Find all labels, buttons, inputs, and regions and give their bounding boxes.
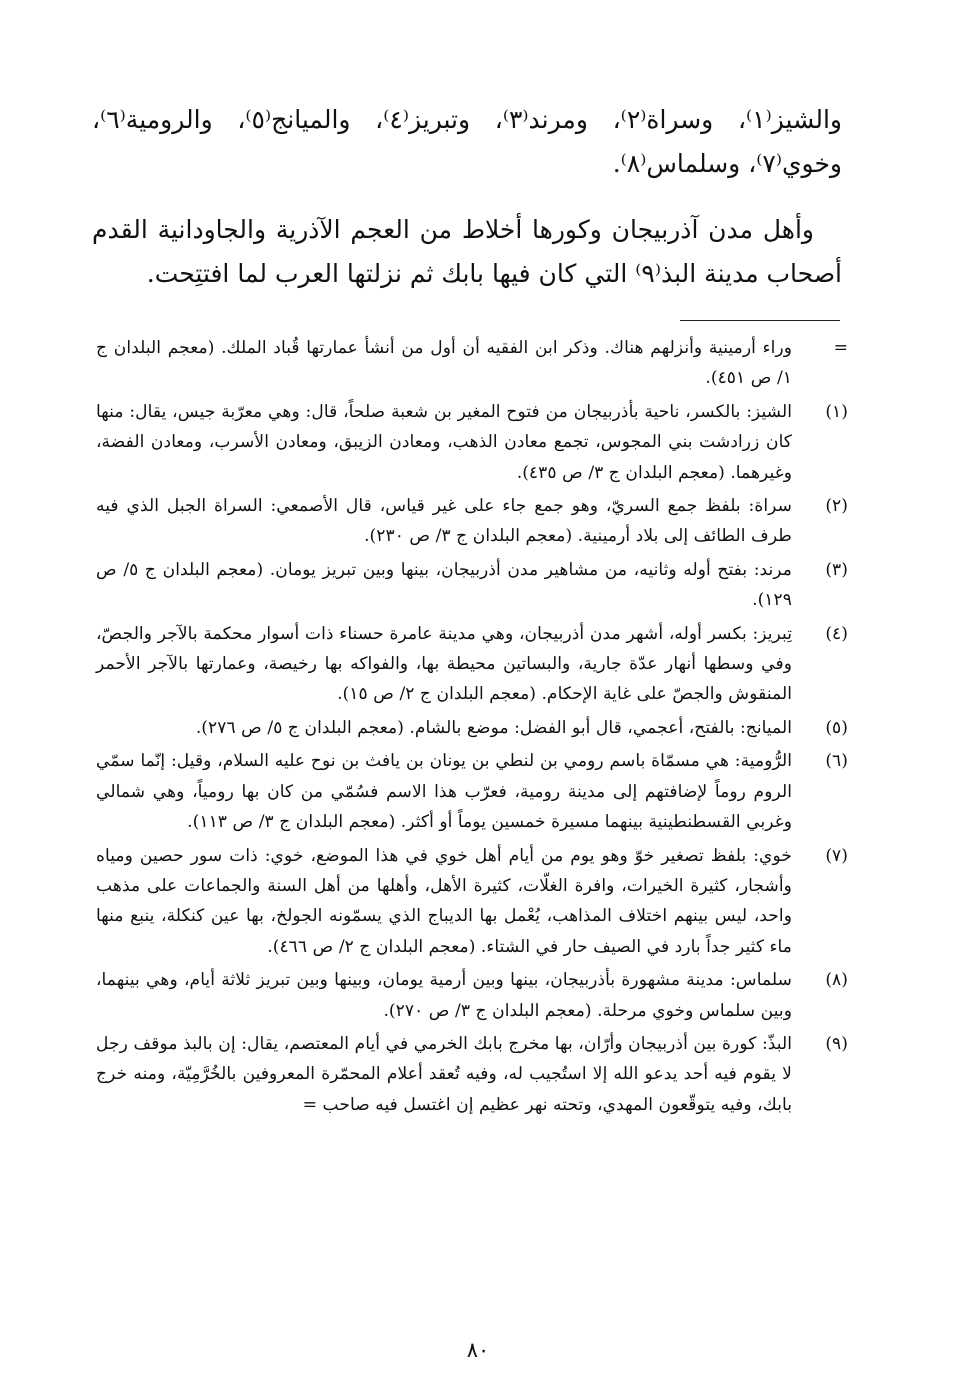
footnote-text: سلماس: مدينة مشهورة بأذربيجان، بينها وبين أرمية يومان، وبينها وبين تبريز ثلاثة أيام، وهي بينهما، وبين سلماس وخوي مرحلة. (معجم البلدان ج ٣/ ص ٢٧٠).	[96, 970, 792, 1021]
footnote-1	[96, 397, 848, 488]
footnote-7	[96, 841, 848, 963]
footnote-text: وراء أرمينية وأنزلهم هناك. وذكر ابن الفقيه أن أول من أنشأ عمارتها قُباد الملك. (معجم البلدان ج ١/ ص ٤٥١).	[96, 338, 792, 389]
footnote-text: الشيز: بالكسر، ناحية بأذربيجان من فتوح المغير بن شعبة صلحاً، قال: وهي معرّبة جيس، يقال: منها كان زرادشت بني المجوس، تجمع معادن الذهب، ومعادن الزيبق، ومعادن الأسرب، ومعادن الفضة، وغيرهما. (معجم البلدان ج ٣/ ص ٤٣٥).	[96, 401, 792, 483]
footnote-8	[96, 965, 848, 1026]
footnote-number: (٧)	[825, 845, 848, 866]
footnote-marker: =	[833, 338, 848, 358]
footnote-text: تِبريز: بكسر أوله، أشهر مدن أذربيجان، وهي مدينة عامرة حسناء ذات أسوار محكمة بالآجر والجصّ، وفي وسطها أنهار عدّة جارية، والبساتين محيطة بها، والفواكه بها رخيصة، وعمارتها بالآجر الأحمر المنقوش والجصّ على غاية الإحكام. (معجم البلدان ج ٢/ ص ١٥).	[96, 623, 792, 705]
footnote-text: سراة: بلفظ جمع السريّ، وهو جمع جاء على غير قياس، قال الأصمعي: السراة الجبل الذي فيه طرف الطائف إلى بلاد أرمينية. (معجم البلدان ج ٣/ ص ٢٣٠).	[96, 496, 792, 547]
footnote-5	[96, 713, 848, 743]
page-number: ٨٠	[466, 1338, 490, 1362]
footnote-number: (٩)	[825, 1033, 848, 1054]
footnote-text: خوي: بلفظ تصغير خوّ وهو يوم من أيام أهل خوي في هذا الموضع، خوي: ذات سور حصين ومياه وأشجار، كثيرة الخيرات، وافرة الغلّات، كثيرة الأهل، وأهلها من أهل السنة والجماعات على مذهب واحد، ليس بينهم اختلاف المذاهب، يُعْمل بها الديباج الذي يسمّونه الجولخ، بها عين كنكلة، ينبع منها ماء كثير جداً بارد في الصيف حار في الشتاء. (معجم البلدان ج ٢/ ص ٤٦٦).	[96, 845, 792, 957]
main-paragraph-1: والشيز⁽١⁾، وسراة⁽٢⁾، ومرند⁽٣⁾، وتبريز⁽٤⁾، والميانج⁽٥⁾، والرومية⁽٦⁾، وخوي⁽٧⁾، وسلماس⁽٨⁾.	[92, 105, 843, 178]
footnote-6	[96, 746, 848, 837]
footnote-3	[96, 555, 848, 616]
footnote-number: (٣)	[825, 559, 848, 580]
footnote-text: البذّ: كورة بين أذربيجان وأرّان، بها مخرج بابك الخرمي في أيام المعتصم، يقال: إن بالبذ موقف رجل لا يقوم فيه أحد يدعو الله إلا استُجيب له، وفيه تُعقد أعلام المحمّرة المعروفين بالخُرَّمِيّة، ومنه خرج بابك، وفيه يتوقّعون المهدي، وتحته نهر عظيم إن اغتسل فيه صاحب =	[96, 1033, 792, 1115]
footnote-number: (١)	[825, 401, 848, 422]
footnote-number: (٤)	[825, 623, 848, 644]
footnote-text: الرُّومية: هي مسمّاة باسم رومي بن لنطي بن يونان بن يافث بن نوح عليه السلام، وقيل: إنّما سمّي الروم روماً لإضافتهم إلى مدينة رومية، فعرّب هذا الاسم فسُمّي من كان بها رومياً، وهي شمالي وغربي القسطنطينية بينهما مسيرة خمسين يوماً أو أكثر. (معجم البلدان ج ٣/ ص ١١٣).	[96, 751, 792, 833]
footnote-number: (٨)	[825, 970, 848, 991]
main-text	[92, 98, 842, 318]
footnote-text: مرند: بفتح أوله وثانيه، من مشاهير مدن أذربيجان، بينها وبين تبريز يومان. (معجم البلدان ج ٥/ ص ١٢٩).	[96, 559, 792, 611]
footnote-2	[96, 491, 848, 552]
footnote-number: (٥)	[825, 717, 848, 738]
footnote-9	[96, 1029, 848, 1120]
footnotes	[96, 333, 848, 1123]
footnote-number: (٢)	[825, 496, 848, 517]
footnote-text: الميانج: بالفتح، أعجمي، قال أبو الفضل: موضع بالشام. (معجم البلدان ج ٥/ ص ٢٧٦).	[195, 717, 792, 738]
footnote-continuation	[96, 333, 848, 394]
footnote-number: (٦)	[825, 751, 848, 772]
footnote-separator	[680, 320, 840, 321]
footnote-4	[96, 619, 848, 710]
main-paragraph-2: وأهل مدن آذربيجان وكورها أخلاط من العجم الآذرية والجاودانية القدم أصحاب مدينة البذ⁽٩⁾ التي كان فيها بابك ثم نزلتها العرب لما افتتِحت.	[92, 215, 842, 288]
